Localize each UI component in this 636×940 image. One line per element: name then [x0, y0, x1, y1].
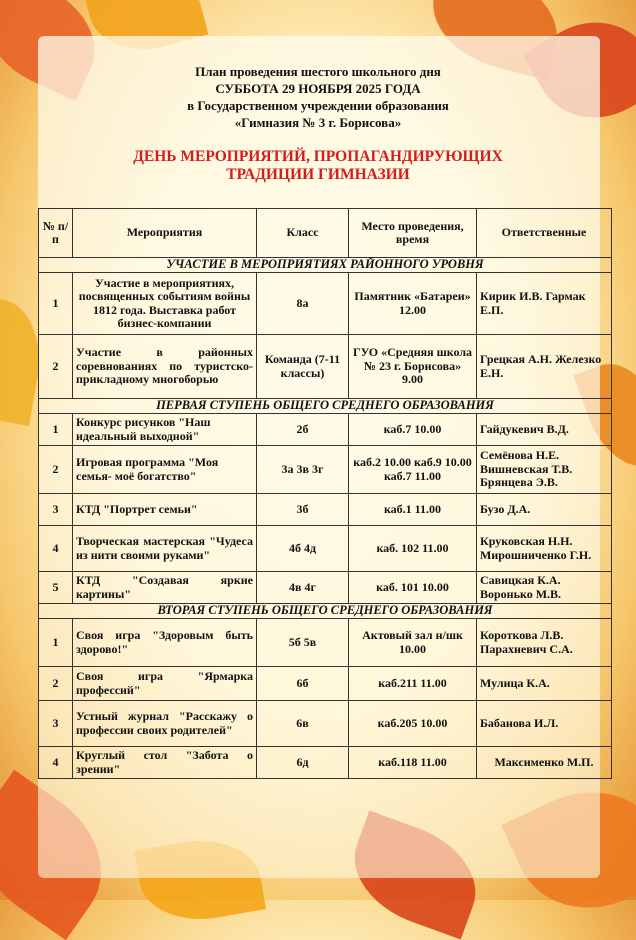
- schedule-table: [38, 208, 612, 779]
- cell-class: 4б 4д: [257, 526, 349, 572]
- header-line: План проведения шестого школьного дня: [195, 64, 441, 79]
- cell-event: Своя игра "Ярмарка профессий": [73, 667, 257, 701]
- page-title: [0, 148, 636, 184]
- cell-num: 1: [39, 619, 73, 667]
- cell-class: 2б: [257, 414, 349, 446]
- cell-num: 3: [39, 701, 73, 747]
- cell-resp: Грецкая А.Н. Железко Е.Н.: [477, 335, 612, 399]
- cell-event: Участие в районных соревнованиях по туристско-прикладному многоборью: [73, 335, 257, 399]
- cell-num: 1: [39, 414, 73, 446]
- header-date: СУББОТА 29 НОЯБРЯ 2025 ГОДА: [215, 81, 421, 96]
- header-school: «Гимназия № 3 г. Борисова»: [234, 115, 402, 130]
- section-row: [39, 258, 612, 273]
- col-header-place: Место проведения, время: [349, 209, 477, 258]
- cell-class: 6д: [257, 747, 349, 779]
- cell-class: 6в: [257, 701, 349, 747]
- col-header-resp: Ответственные: [477, 209, 612, 258]
- cell-num: 1: [39, 273, 73, 335]
- cell-resp: Бузо Д.А.: [477, 494, 612, 526]
- cell-event: Конкурс рисунков "Наш идеальный выходной": [73, 414, 257, 446]
- section-title: ВТОРАЯ СТУПЕНЬ ОБЩЕГО СРЕДНЕГО ОБРАЗОВАНИЯ: [39, 604, 612, 619]
- cell-event: Творческая мастерская "Чудеса из нити своими руками": [73, 526, 257, 572]
- col-header-event: Мероприятия: [73, 209, 257, 258]
- cell-class: 8а: [257, 273, 349, 335]
- cell-place: каб.118 11.00: [349, 747, 477, 779]
- cell-event: Игровая программа "Моя семья- моё богатство": [73, 446, 257, 494]
- cell-event: КТД "Создавая яркие картины": [73, 572, 257, 604]
- cell-num: 3: [39, 494, 73, 526]
- cell-num: 2: [39, 667, 73, 701]
- title-line: ТРАДИЦИИ ГИМНАЗИИ: [226, 166, 410, 183]
- section-title: ПЕРВАЯ СТУПЕНЬ ОБЩЕГО СРЕДНЕГО ОБРАЗОВАНИЯ: [39, 399, 612, 414]
- header-line: в Государственном учреждении образования: [187, 98, 449, 113]
- table-row: [39, 414, 612, 446]
- cell-resp: Круковская Н.Н. Мирошниченко Г.Н.: [477, 526, 612, 572]
- cell-num: 2: [39, 446, 73, 494]
- cell-event: Своя игра "Здоровым быть здорово!": [73, 619, 257, 667]
- table-row: [39, 446, 612, 494]
- cell-num: 2: [39, 335, 73, 399]
- cell-place: Актовый зал н/шк 10.00: [349, 619, 477, 667]
- title-line: ДЕНЬ МЕРОПРИЯТИЙ, ПРОПАГАНДИРУЮЩИХ: [133, 148, 503, 165]
- cell-num: 4: [39, 526, 73, 572]
- col-header-num: № п/п: [39, 209, 73, 258]
- cell-resp: Короткова Л.В. Парахневич С.А.: [477, 619, 612, 667]
- cell-place: каб. 101 10.00: [349, 572, 477, 604]
- cell-event: Круглый стол "Забота о зрении": [73, 747, 257, 779]
- table-row: [39, 667, 612, 701]
- cell-place: каб.211 11.00: [349, 667, 477, 701]
- col-header-class: Класс: [257, 209, 349, 258]
- cell-place: каб. 102 11.00: [349, 526, 477, 572]
- table-header-row: [39, 209, 612, 258]
- cell-place: каб.2 10.00 каб.9 10.00 каб.7 11.00: [349, 446, 477, 494]
- cell-num: 4: [39, 747, 73, 779]
- table-row: [39, 572, 612, 604]
- cell-resp: Кирик И.В. Гармак Е.П.: [477, 273, 612, 335]
- cell-event: Устный журнал "Расскажу о профессии своих родителей": [73, 701, 257, 747]
- cell-resp: Бабанова И.Л.: [477, 701, 612, 747]
- table-row: [39, 701, 612, 747]
- cell-class: 5б 5в: [257, 619, 349, 667]
- table-row: [39, 619, 612, 667]
- section-row: [39, 604, 612, 619]
- table-row: [39, 494, 612, 526]
- cell-place: каб.1 11.00: [349, 494, 477, 526]
- table-row: [39, 335, 612, 399]
- cell-resp: Гайдукевич В.Д.: [477, 414, 612, 446]
- cell-num: 5: [39, 572, 73, 604]
- cell-class: 6б: [257, 667, 349, 701]
- table-row: [39, 273, 612, 335]
- cell-resp: Семёнова Н.Е. Вишневская Т.В. Брянцева Э.В.: [477, 446, 612, 494]
- cell-place: Памятник «Батареи» 12.00: [349, 273, 477, 335]
- cell-class: Команда (7-11 классы): [257, 335, 349, 399]
- cell-class: 3а 3в 3г: [257, 446, 349, 494]
- table-row: [39, 747, 612, 779]
- cell-class: 4в 4г: [257, 572, 349, 604]
- section-row: [39, 399, 612, 414]
- cell-resp: Максименко М.П.: [477, 747, 612, 779]
- cell-event: КТД "Портрет семьи": [73, 494, 257, 526]
- table-row: [39, 526, 612, 572]
- cell-place: ГУО «Средняя школа № 23 г. Борисова» 9.00: [349, 335, 477, 399]
- cell-place: каб.205 10.00: [349, 701, 477, 747]
- section-title: УЧАСТИЕ В МЕРОПРИЯТИЯХ РАЙОННОГО УРОВНЯ: [39, 258, 612, 273]
- cell-class: 3б: [257, 494, 349, 526]
- cell-event: Участие в мероприятиях, посвященных событиям войны 1812 года. Выставка работ бизнес-компании: [73, 273, 257, 335]
- cell-place: каб.7 10.00: [349, 414, 477, 446]
- document-header: [0, 63, 636, 131]
- cell-resp: Савицкая К.А. Воронько М.В.: [477, 572, 612, 604]
- cell-resp: Мулица К.А.: [477, 667, 612, 701]
